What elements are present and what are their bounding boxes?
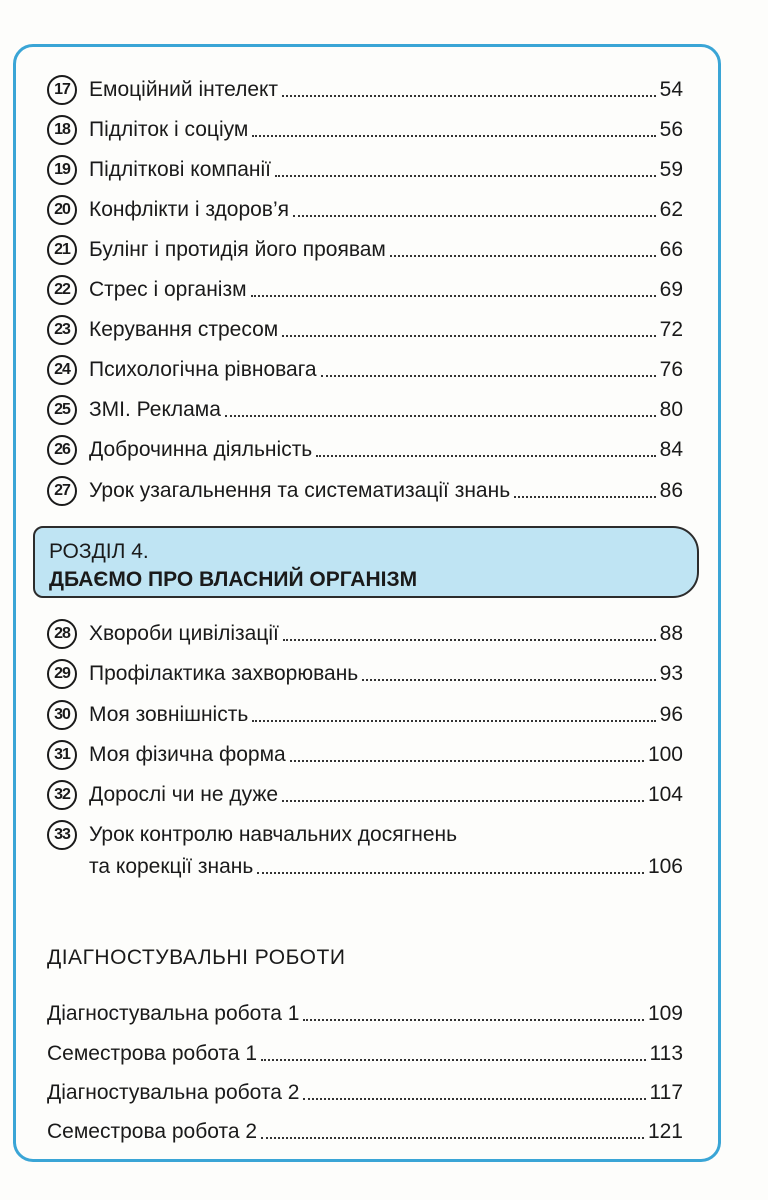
lesson-number-badge: 22 xyxy=(47,275,77,305)
toc-entry-title-cont: та корекції знань xyxy=(89,855,254,878)
toc-entry-18[interactable] xyxy=(47,110,683,142)
toc-entry-title: Стрес і організм xyxy=(89,278,247,301)
toc-entry-diagnostic-1[interactable] xyxy=(47,994,683,1026)
dot-leader xyxy=(282,95,656,97)
dot-leader xyxy=(321,375,656,377)
section-title: ДБАЄМО ПРО ВЛАСНИЙ ОРГАНІЗМ xyxy=(49,568,418,591)
lesson-number-badge: 33 xyxy=(47,820,77,850)
toc-entry-title: Урок узагальнення та систематизації знань xyxy=(89,479,511,502)
lesson-number-badge: 29 xyxy=(47,659,77,689)
toc-entry-title: Діагностувальна робота 2 xyxy=(47,1081,300,1104)
toc-entry-page: 69 xyxy=(659,278,683,301)
dot-leader xyxy=(290,760,644,762)
toc-entry-title: Моя зовнішність xyxy=(89,703,249,726)
dot-leader xyxy=(283,639,656,641)
toc-entry-page: 100 xyxy=(647,743,683,766)
toc-entry-page: 121 xyxy=(647,1120,683,1143)
diagnostics-heading: ДІАГНОСТУВАЛЬНІ РОБОТИ xyxy=(47,946,346,969)
toc-entry-29[interactable] xyxy=(47,654,683,686)
dot-leader xyxy=(225,415,656,417)
toc-entry-page: 56 xyxy=(659,118,683,141)
lesson-number-badge: 20 xyxy=(47,195,77,225)
toc-entry-22[interactable] xyxy=(47,270,683,302)
toc-entry-32[interactable] xyxy=(47,775,683,807)
toc-entry-page: 117 xyxy=(649,1081,683,1104)
toc-entry-30[interactable] xyxy=(47,695,683,727)
toc-entry-title: Урок контролю навчальних досягнень xyxy=(89,823,458,846)
toc-entry-23[interactable] xyxy=(47,310,683,342)
lesson-number-badge: 23 xyxy=(47,315,77,345)
toc-entry-19[interactable] xyxy=(47,150,683,182)
lesson-number-badge: 21 xyxy=(47,235,77,265)
dot-leader xyxy=(303,1019,644,1021)
dot-leader xyxy=(282,800,644,802)
dot-leader xyxy=(390,255,656,257)
lesson-number-badge: 27 xyxy=(47,476,77,506)
toc-entry-title: Хвороби цивілізації xyxy=(89,622,279,645)
lesson-number-badge: 30 xyxy=(47,700,77,730)
toc-entry-page: 109 xyxy=(647,1002,683,1025)
toc-entry-page: 76 xyxy=(659,358,683,381)
toc-entry-page: 62 xyxy=(659,198,683,221)
dot-leader xyxy=(261,1059,645,1061)
toc-entry-title: Моя фізична форма xyxy=(89,743,286,766)
dot-leader xyxy=(275,175,656,177)
dot-leader xyxy=(293,215,656,217)
toc-entry-page: 113 xyxy=(649,1042,683,1065)
dot-leader xyxy=(257,872,644,874)
toc-entry-title: Емоційний інтелект xyxy=(89,78,279,101)
toc-entry-title: Булінг і протидія його проявам xyxy=(89,238,386,261)
dot-leader xyxy=(282,335,655,337)
toc-entry-title: Підліток і соціум xyxy=(89,118,249,141)
dot-leader xyxy=(251,295,656,297)
dot-leader xyxy=(252,135,655,137)
toc-entry-page: 96 xyxy=(659,703,683,726)
dot-leader xyxy=(261,1137,644,1139)
lesson-number-badge: 19 xyxy=(47,155,77,185)
toc-entry-title: Доброчинна діяльність xyxy=(89,438,313,461)
dot-leader xyxy=(362,679,655,681)
toc-entry-page: 88 xyxy=(659,622,683,645)
lesson-number-badge: 31 xyxy=(47,740,77,770)
toc-entry-page: 59 xyxy=(659,158,683,181)
section-4-banner[interactable] xyxy=(33,526,699,598)
toc-entry-page: 93 xyxy=(659,662,683,685)
toc-entry-31[interactable] xyxy=(47,735,683,767)
lesson-number-badge: 25 xyxy=(47,395,77,425)
section-number: РОЗДІЛ 4. xyxy=(49,540,149,563)
dot-leader xyxy=(316,455,655,457)
toc-entry-20[interactable] xyxy=(47,190,683,222)
lesson-number-badge: 17 xyxy=(47,75,77,105)
toc-entry-27[interactable] xyxy=(47,471,683,503)
toc-entry-line-1 xyxy=(47,815,683,847)
toc-entry-title: Конфлікти і здоров’я xyxy=(89,198,290,221)
toc-entry-page: 106 xyxy=(647,855,683,878)
toc-entry-title: Підліткові компанії xyxy=(89,158,271,181)
toc-entry-title: Керування стресом xyxy=(89,318,279,341)
lesson-number-badge: 18 xyxy=(47,115,77,145)
toc-entry-page: 72 xyxy=(659,318,683,341)
lesson-number-badge: 32 xyxy=(47,780,77,810)
dot-leader xyxy=(252,720,655,722)
dot-leader xyxy=(514,496,656,498)
toc-entry-17[interactable] xyxy=(47,70,683,102)
lesson-number-badge: 28 xyxy=(47,619,77,649)
toc-entry-semester-1[interactable] xyxy=(47,1034,683,1066)
toc-entry-line-2 xyxy=(47,847,683,879)
toc-entry-21[interactable] xyxy=(47,230,683,262)
toc-entry-title: Семестрова робота 2 xyxy=(47,1120,258,1143)
toc-entry-semester-2[interactable] xyxy=(47,1112,683,1144)
toc-entry-page: 66 xyxy=(659,238,683,261)
lesson-number-badge: 24 xyxy=(47,355,77,385)
toc-entry-page: 54 xyxy=(659,78,683,101)
toc-entry-diagnostic-2[interactable] xyxy=(47,1073,683,1105)
dot-leader xyxy=(303,1098,645,1100)
toc-entry-28[interactable] xyxy=(47,614,683,646)
toc-entry-title: Профілактика захворювань xyxy=(89,662,359,685)
toc-entry-page: 80 xyxy=(659,398,683,421)
toc-entry-24[interactable] xyxy=(47,350,683,382)
toc-entry-page: 86 xyxy=(659,479,683,502)
toc-entry-title: Психологічна рівновага xyxy=(89,358,317,381)
toc-entry-26[interactable] xyxy=(47,430,683,462)
toc-entry-page: 84 xyxy=(659,438,683,461)
toc-entry-title: ЗМІ. Реклама xyxy=(89,398,221,421)
lesson-number-badge: 26 xyxy=(47,435,77,465)
toc-entry-25[interactable] xyxy=(47,390,683,422)
toc-entry-title: Діагностувальна робота 1 xyxy=(47,1002,300,1025)
toc-entry-page: 104 xyxy=(647,783,683,806)
toc-entry-title: Семестрова робота 1 xyxy=(47,1042,258,1065)
toc-entry-33[interactable] xyxy=(47,815,683,879)
toc-entry-title: Дорослі чи не дуже xyxy=(89,783,279,806)
